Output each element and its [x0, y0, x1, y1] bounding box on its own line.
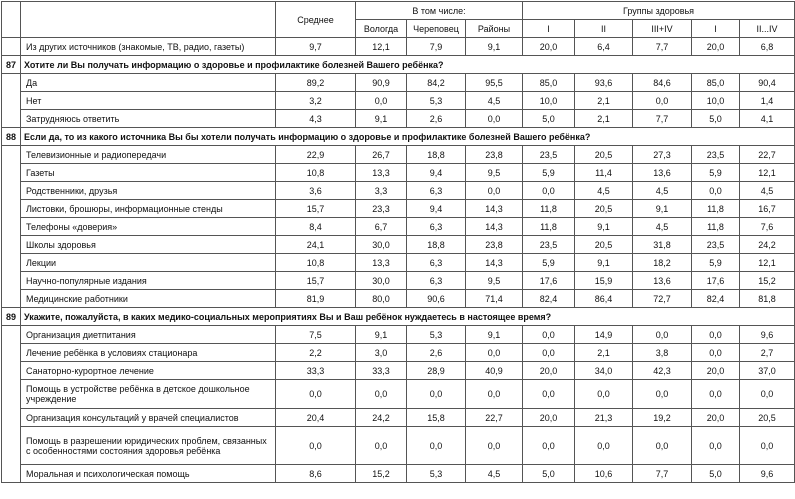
- header-group-3: III+IV: [633, 20, 692, 38]
- value-cell: 42,3: [633, 362, 692, 380]
- value-cell: 33,3: [276, 362, 356, 380]
- value-cell: 15,9: [575, 272, 633, 290]
- row-num-cell: [2, 254, 21, 272]
- value-cell: 0,0: [356, 92, 407, 110]
- header-group-1: I: [523, 20, 575, 38]
- value-cell: 0,0: [523, 380, 575, 409]
- row-num-cell: [2, 74, 21, 92]
- value-cell: 23,5: [523, 146, 575, 164]
- value-cell: 19,2: [633, 409, 692, 427]
- value-cell: 27,3: [633, 146, 692, 164]
- value-cell: 20,0: [692, 38, 740, 56]
- value-cell: 7,7: [633, 38, 692, 56]
- value-cell: 0,0: [692, 326, 740, 344]
- value-cell: 8,6: [276, 465, 356, 483]
- value-cell: 14,9: [575, 326, 633, 344]
- value-cell: 24,2: [356, 409, 407, 427]
- value-cell: 0,0: [356, 427, 407, 465]
- value-cell: 4,5: [740, 182, 795, 200]
- value-cell: 0,0: [692, 427, 740, 465]
- table-row: [2, 38, 795, 56]
- row-label: Помощь в устройстве ребёнка в детское дошкольное учреждение: [21, 380, 276, 409]
- table-row: [2, 218, 795, 236]
- value-cell: 18,2: [633, 254, 692, 272]
- value-cell: 0,0: [633, 380, 692, 409]
- value-cell: 20,5: [575, 146, 633, 164]
- value-cell: 9,1: [575, 218, 633, 236]
- value-cell: 0,0: [575, 427, 633, 465]
- value-cell: 4,1: [740, 110, 795, 128]
- value-cell: 0,0: [466, 380, 523, 409]
- value-cell: 12,1: [356, 38, 407, 56]
- value-cell: 24,1: [276, 236, 356, 254]
- table-row: [2, 92, 795, 110]
- table-row: [2, 272, 795, 290]
- value-cell: 20,5: [740, 409, 795, 427]
- value-cell: 3,3: [356, 182, 407, 200]
- header-cherepovets: Череповец: [407, 20, 466, 38]
- value-cell: 10,0: [692, 92, 740, 110]
- value-cell: 7,7: [633, 465, 692, 483]
- row-num-cell: [2, 110, 21, 128]
- value-cell: 5,9: [692, 254, 740, 272]
- header-group-5: II...IV: [740, 20, 795, 38]
- header-regions: Районы: [466, 20, 523, 38]
- value-cell: 21,3: [575, 409, 633, 427]
- row-label: Помощь в разрешении юридических проблем, связанных с особенностями состояния здоровья ребёнка: [21, 427, 276, 465]
- value-cell: 9,7: [276, 38, 356, 56]
- value-cell: 14,3: [466, 218, 523, 236]
- value-cell: 22,7: [740, 146, 795, 164]
- table-row: [2, 344, 795, 362]
- value-cell: 4,3: [276, 110, 356, 128]
- value-cell: 82,4: [692, 290, 740, 308]
- value-cell: 0,0: [740, 427, 795, 465]
- value-cell: 93,6: [575, 74, 633, 92]
- question-number: 87: [2, 56, 21, 74]
- value-cell: 28,9: [407, 362, 466, 380]
- row-label: Санаторно-курортное лечение: [21, 362, 276, 380]
- value-cell: 4,5: [466, 465, 523, 483]
- value-cell: 2,1: [575, 344, 633, 362]
- table-row: [2, 236, 795, 254]
- value-cell: 3,2: [276, 92, 356, 110]
- value-cell: 9,4: [407, 200, 466, 218]
- row-num-cell: [2, 409, 21, 427]
- value-cell: 11,8: [523, 200, 575, 218]
- value-cell: 90,4: [740, 74, 795, 92]
- table-row: [2, 290, 795, 308]
- value-cell: 13,3: [356, 254, 407, 272]
- value-cell: 0,0: [523, 326, 575, 344]
- table-row: [2, 465, 795, 483]
- value-cell: 11,8: [523, 218, 575, 236]
- value-cell: 2,2: [276, 344, 356, 362]
- value-cell: 23,5: [692, 146, 740, 164]
- value-cell: 82,4: [523, 290, 575, 308]
- header-group-2: II: [575, 20, 633, 38]
- row-label: Телефоны «доверия»: [21, 218, 276, 236]
- row-label: Школы здоровья: [21, 236, 276, 254]
- question-number: 88: [2, 128, 21, 146]
- value-cell: 5,9: [523, 254, 575, 272]
- value-cell: 5,3: [407, 465, 466, 483]
- value-cell: 33,3: [356, 362, 407, 380]
- value-cell: 89,2: [276, 74, 356, 92]
- value-cell: 4,5: [575, 182, 633, 200]
- row-label: Лечение ребёнка в условиях стационара: [21, 344, 276, 362]
- row-num-cell: [2, 182, 21, 200]
- value-cell: 6,3: [407, 182, 466, 200]
- table-row: [2, 380, 795, 409]
- value-cell: 0,0: [633, 427, 692, 465]
- value-cell: 71,4: [466, 290, 523, 308]
- value-cell: 31,8: [633, 236, 692, 254]
- table-row: [2, 182, 795, 200]
- row-num-cell: [2, 218, 21, 236]
- value-cell: 9,1: [356, 110, 407, 128]
- survey-table: [1, 1, 795, 483]
- value-cell: 2,1: [575, 92, 633, 110]
- header-vologda: Вологда: [356, 20, 407, 38]
- row-num-cell: [2, 380, 21, 409]
- table-row: [2, 200, 795, 218]
- header-groups: Группы здоровья: [523, 2, 795, 20]
- value-cell: 13,6: [633, 272, 692, 290]
- row-num-cell: [2, 344, 21, 362]
- header-label-cell: [21, 2, 276, 38]
- row-num-cell: [2, 92, 21, 110]
- value-cell: 81,8: [740, 290, 795, 308]
- value-cell: 10,6: [575, 465, 633, 483]
- value-cell: 0,0: [523, 182, 575, 200]
- value-cell: 6,3: [407, 218, 466, 236]
- question-row: [2, 56, 795, 74]
- value-cell: 84,6: [633, 74, 692, 92]
- row-num-cell: [2, 362, 21, 380]
- value-cell: 0,0: [633, 92, 692, 110]
- value-cell: 17,6: [523, 272, 575, 290]
- question-row: [2, 128, 795, 146]
- value-cell: 5,0: [692, 110, 740, 128]
- question-text: Если да, то из какого источника Вы бы хотели получать информацию о здоровье и профилактике болезней Вашего ребёнка?: [21, 128, 795, 146]
- row-num-cell: [2, 38, 21, 56]
- row-num-cell: [2, 290, 21, 308]
- value-cell: 9,1: [633, 200, 692, 218]
- table-row: [2, 74, 795, 92]
- row-label: Нет: [21, 92, 276, 110]
- value-cell: 0,0: [466, 110, 523, 128]
- value-cell: 11,4: [575, 164, 633, 182]
- value-cell: 18,8: [407, 236, 466, 254]
- table-row: [2, 254, 795, 272]
- table-row: [2, 326, 795, 344]
- table-row: [2, 362, 795, 380]
- value-cell: 12,1: [740, 254, 795, 272]
- value-cell: 9,4: [407, 164, 466, 182]
- value-cell: 9,1: [356, 326, 407, 344]
- value-cell: 5,0: [523, 465, 575, 483]
- value-cell: 16,7: [740, 200, 795, 218]
- value-cell: 2,6: [407, 344, 466, 362]
- value-cell: 23,8: [466, 236, 523, 254]
- value-cell: 3,8: [633, 344, 692, 362]
- value-cell: 9,5: [466, 272, 523, 290]
- value-cell: 13,3: [356, 164, 407, 182]
- row-label: Телевизионные и радиопередачи: [21, 146, 276, 164]
- value-cell: 4,5: [466, 92, 523, 110]
- row-label: Газеты: [21, 164, 276, 182]
- row-label: Организация консультаций у врачей специалистов: [21, 409, 276, 427]
- value-cell: 0,0: [276, 427, 356, 465]
- value-cell: 6,7: [356, 218, 407, 236]
- value-cell: 23,3: [356, 200, 407, 218]
- value-cell: 7,5: [276, 326, 356, 344]
- value-cell: 10,0: [523, 92, 575, 110]
- value-cell: 0,0: [466, 344, 523, 362]
- table-row: [2, 110, 795, 128]
- row-label: Да: [21, 74, 276, 92]
- row-num-cell: [2, 272, 21, 290]
- value-cell: 0,0: [633, 326, 692, 344]
- value-cell: 0,0: [466, 182, 523, 200]
- value-cell: 20,0: [692, 362, 740, 380]
- value-cell: 20,0: [523, 409, 575, 427]
- value-cell: 5,3: [407, 92, 466, 110]
- value-cell: 8,4: [276, 218, 356, 236]
- value-cell: 0,0: [407, 427, 466, 465]
- value-cell: 2,7: [740, 344, 795, 362]
- value-cell: 30,0: [356, 272, 407, 290]
- value-cell: 0,0: [740, 380, 795, 409]
- value-cell: 85,0: [523, 74, 575, 92]
- value-cell: 20,0: [692, 409, 740, 427]
- table-row: [2, 409, 795, 427]
- row-label: Научно-популярные издания: [21, 272, 276, 290]
- value-cell: 80,0: [356, 290, 407, 308]
- row-label: Моральная и психологическая помощь: [21, 465, 276, 483]
- header-row-1: [2, 2, 795, 20]
- value-cell: 95,5: [466, 74, 523, 92]
- question-text: Хотите ли Вы получать информацию о здоровье и профилактике болезней Вашего ребёнка?: [21, 56, 795, 74]
- value-cell: 30,0: [356, 236, 407, 254]
- value-cell: 23,8: [466, 146, 523, 164]
- value-cell: 34,0: [575, 362, 633, 380]
- table-row: [2, 164, 795, 182]
- value-cell: 7,9: [407, 38, 466, 56]
- value-cell: 5,9: [692, 164, 740, 182]
- value-cell: 0,0: [407, 380, 466, 409]
- value-cell: 12,1: [740, 164, 795, 182]
- question-row: [2, 308, 795, 326]
- value-cell: 0,0: [692, 182, 740, 200]
- value-cell: 37,0: [740, 362, 795, 380]
- value-cell: 15,2: [740, 272, 795, 290]
- row-num-cell: [2, 236, 21, 254]
- value-cell: 84,2: [407, 74, 466, 92]
- value-cell: 23,5: [692, 236, 740, 254]
- value-cell: 0,0: [466, 427, 523, 465]
- value-cell: 4,5: [633, 218, 692, 236]
- value-cell: 6,3: [407, 254, 466, 272]
- value-cell: 1,4: [740, 92, 795, 110]
- header-group-4: I: [692, 20, 740, 38]
- value-cell: 3,6: [276, 182, 356, 200]
- value-cell: 9,1: [466, 38, 523, 56]
- value-cell: 0,0: [575, 380, 633, 409]
- value-cell: 90,6: [407, 290, 466, 308]
- value-cell: 24,2: [740, 236, 795, 254]
- value-cell: 86,4: [575, 290, 633, 308]
- row-label: Медицинские работники: [21, 290, 276, 308]
- row-label: Затрудняюсь ответить: [21, 110, 276, 128]
- value-cell: 6,4: [575, 38, 633, 56]
- row-label: Листовки, брошюры, информационные стенды: [21, 200, 276, 218]
- value-cell: 0,0: [276, 380, 356, 409]
- value-cell: 5,9: [523, 164, 575, 182]
- value-cell: 5,0: [692, 465, 740, 483]
- value-cell: 6,3: [407, 272, 466, 290]
- value-cell: 0,0: [356, 380, 407, 409]
- value-cell: 15,7: [276, 200, 356, 218]
- value-cell: 15,2: [356, 465, 407, 483]
- value-cell: 20,5: [575, 236, 633, 254]
- row-label: Лекции: [21, 254, 276, 272]
- value-cell: 85,0: [692, 74, 740, 92]
- value-cell: 0,0: [692, 344, 740, 362]
- header-in-total: В том числе:: [356, 2, 523, 20]
- value-cell: 6,8: [740, 38, 795, 56]
- value-cell: 11,8: [692, 200, 740, 218]
- row-label: Организация диетпитания: [21, 326, 276, 344]
- value-cell: 22,9: [276, 146, 356, 164]
- value-cell: 7,7: [633, 110, 692, 128]
- value-cell: 9,1: [575, 254, 633, 272]
- table-row: [2, 146, 795, 164]
- row-num-cell: [2, 465, 21, 483]
- value-cell: 4,5: [633, 182, 692, 200]
- value-cell: 18,8: [407, 146, 466, 164]
- value-cell: 20,5: [575, 200, 633, 218]
- value-cell: 10,8: [276, 254, 356, 272]
- header-num-cell: [2, 2, 21, 38]
- table-row: [2, 427, 795, 465]
- value-cell: 26,7: [356, 146, 407, 164]
- question-text: Укажите, пожалуйста, в каких медико-социальных мероприятиях Вы и Ваш ребёнок нуждаетесь в настоящее время?: [21, 308, 795, 326]
- value-cell: 11,8: [692, 218, 740, 236]
- value-cell: 5,3: [407, 326, 466, 344]
- value-cell: 2,6: [407, 110, 466, 128]
- value-cell: 20,0: [523, 362, 575, 380]
- value-cell: 3,0: [356, 344, 407, 362]
- row-num-cell: [2, 164, 21, 182]
- value-cell: 17,6: [692, 272, 740, 290]
- value-cell: 9,6: [740, 465, 795, 483]
- value-cell: 14,3: [466, 254, 523, 272]
- value-cell: 10,8: [276, 164, 356, 182]
- value-cell: 20,0: [523, 38, 575, 56]
- value-cell: 15,8: [407, 409, 466, 427]
- value-cell: 72,7: [633, 290, 692, 308]
- value-cell: 22,7: [466, 409, 523, 427]
- value-cell: 9,6: [740, 326, 795, 344]
- value-cell: 9,1: [466, 326, 523, 344]
- value-cell: 9,5: [466, 164, 523, 182]
- row-num-cell: [2, 200, 21, 218]
- row-label: Из других источников (знакомые, ТВ, радио, газеты): [21, 38, 276, 56]
- value-cell: 14,3: [466, 200, 523, 218]
- row-label: Родственники, друзья: [21, 182, 276, 200]
- row-num-cell: [2, 146, 21, 164]
- value-cell: 15,7: [276, 272, 356, 290]
- question-number: 89: [2, 308, 21, 326]
- value-cell: 0,0: [692, 380, 740, 409]
- value-cell: 5,0: [523, 110, 575, 128]
- value-cell: 0,0: [523, 427, 575, 465]
- value-cell: 7,6: [740, 218, 795, 236]
- value-cell: 20,4: [276, 409, 356, 427]
- value-cell: 0,0: [523, 344, 575, 362]
- row-num-cell: [2, 427, 21, 465]
- value-cell: 2,1: [575, 110, 633, 128]
- row-num-cell: [2, 326, 21, 344]
- value-cell: 90,9: [356, 74, 407, 92]
- value-cell: 13,6: [633, 164, 692, 182]
- value-cell: 23,5: [523, 236, 575, 254]
- header-avg: Среднее: [276, 2, 356, 38]
- value-cell: 81,9: [276, 290, 356, 308]
- value-cell: 40,9: [466, 362, 523, 380]
